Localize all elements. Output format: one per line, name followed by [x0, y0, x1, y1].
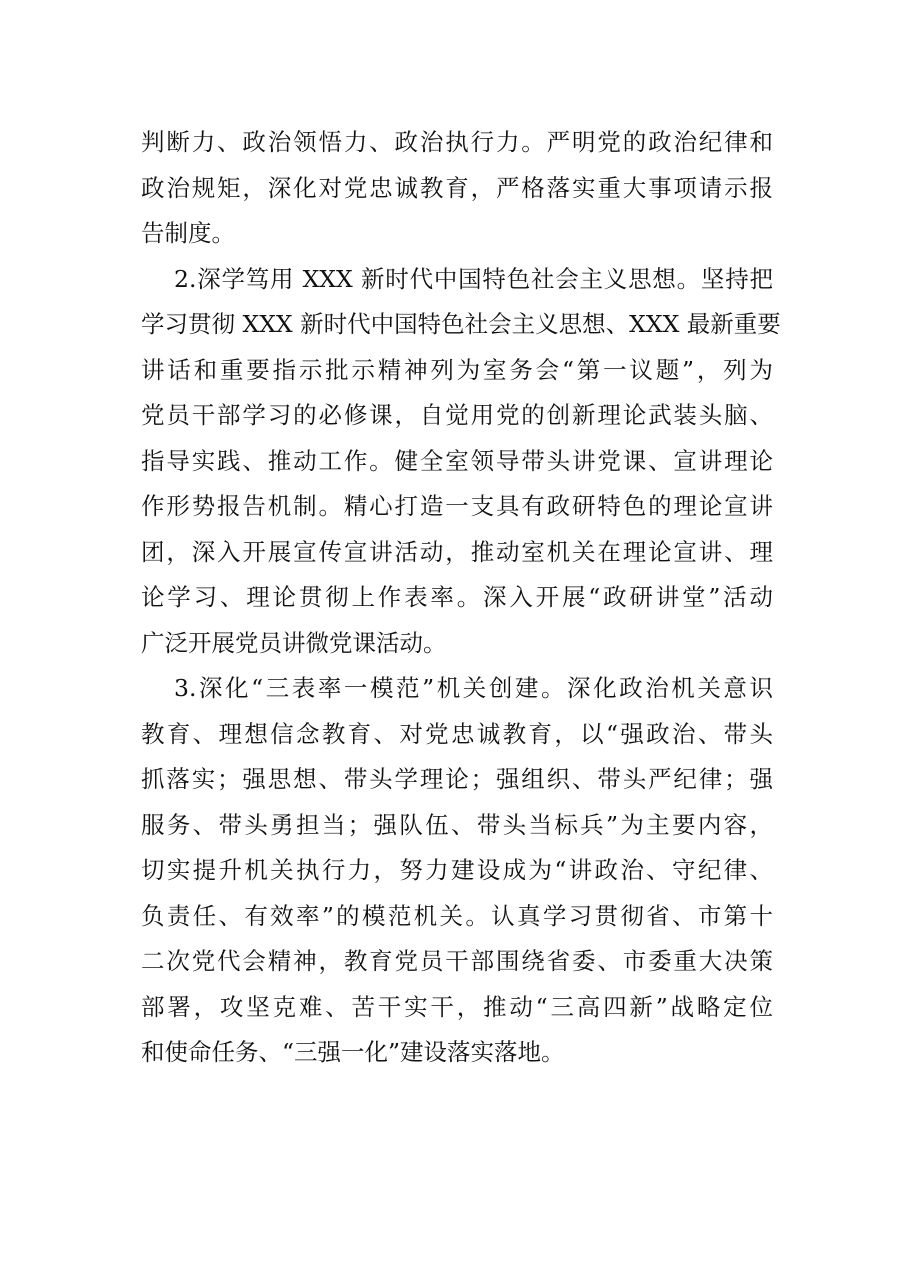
text-line: 判断力、政治领悟力、政治执行力。严明党的政治纪律和 [141, 128, 773, 156]
paragraph-3 [141, 666, 773, 1076]
text-line: 告制度。 [141, 219, 235, 247]
text-line: 抓落实；强思想、带头学理论；强组织、带头严纪律；强 [141, 765, 773, 793]
text-line: 服务、带头勇担当；强队伍、带头当标兵”为主要内容， [141, 810, 773, 839]
text-line: 广泛开展党员讲微党课活动。 [141, 628, 447, 657]
document-body [141, 120, 781, 1076]
text-line: 作形势报告机制。精心打造一支具有政研特色的理论宣讲 [141, 492, 773, 520]
paragraph-2 [141, 257, 781, 667]
text-line: 论学习、理论贯彻上作表率。深入开展“政研讲堂”活动 [141, 583, 773, 611]
text-line: 2.深学笃用 XXX 新时代中国特色社会主义思想。坚持把 [174, 264, 773, 293]
text-line: 3.深化“三表率一模范”机关创建。深化政治机关意识 [174, 674, 773, 702]
text-line: 部署，攻坚克难、苦干实干，推动“三高四新”战略定位 [141, 992, 773, 1021]
text-line: 指导实践、推动工作。健全室领导带头讲党课、宣讲理论 [141, 446, 773, 475]
text-line: 和使命任务、“三强一化”建设落实落地。 [141, 1038, 565, 1066]
text-line: 团，深入开展宣传宣讲活动，推动室机关在理论宣讲、理 [141, 537, 773, 566]
paragraph-1 [141, 120, 773, 257]
text-line: 学习贯彻 XXX 新时代中国特色社会主义思想、XXX 最新重要 [141, 310, 781, 338]
text-line: 教育、理想信念教育、对党忠诚教育，以“强政治、带头 [141, 719, 773, 748]
text-line: 党员干部学习的必修课，自觉用党的创新理论武装头脑、 [141, 401, 773, 429]
text-line: 切实提升机关执行力，努力建设成为“讲政治、守纪律、 [141, 856, 773, 884]
text-line: 政治规矩，深化对党忠诚教育，严格落实重大事项请示报 [141, 173, 773, 202]
text-line: 负责任、有效率”的模范机关。认真学习贯彻省、市第十 [141, 901, 773, 930]
text-line: 讲话和重要指示批示精神列为室务会“第一议题”，列为 [141, 355, 773, 384]
text-line: 二次党代会精神，教育党员干部围绕省委、市委重大决策 [141, 947, 773, 975]
